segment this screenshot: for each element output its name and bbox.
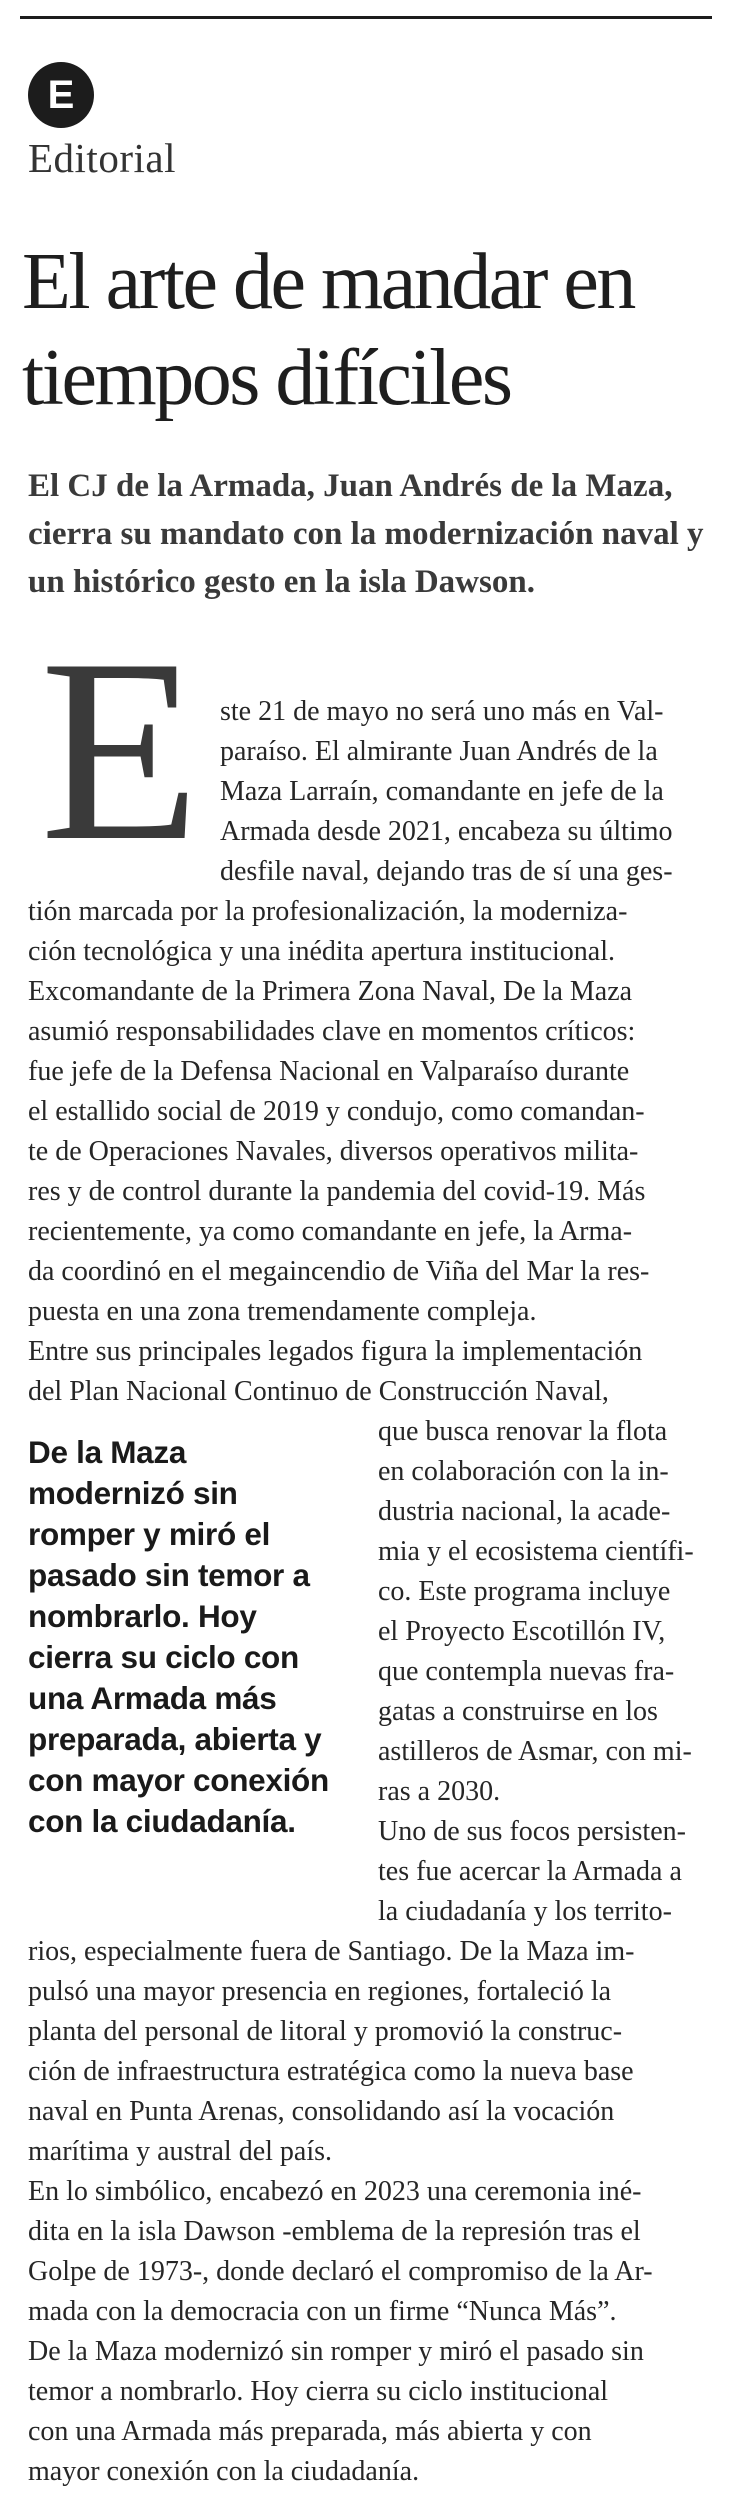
section-label: Editorial [28,135,176,181]
text-line: gatas a construirse en los [378,1696,658,1727]
text-line: Excomandante de la Primera Zona Naval, De la Maza [28,976,633,1007]
paragraph-4-column [378,1812,718,1932]
text-line: con una Armada más preparada, más abierta y con [28,2416,592,2447]
text-line: modernizó sin [28,1475,238,1511]
text-line: temor a nombrarlo. Hoy cierra su ciclo institucional [28,2376,609,2407]
text-line: una Armada más [28,1680,277,1716]
text-line: desfile naval, dejando tras de sí una ges- [220,856,673,887]
text-line: da coordinó en el megaincendio de Viña del Mar la res- [28,1256,650,1287]
text-line: mada con la democracia con un firme “Nunca Más”. [28,2296,617,2327]
text-line: preparada, abierta y [28,1721,322,1757]
text-line: marítima y austral del país. [28,2136,333,2167]
text-line: co. Este programa incluye [378,1576,671,1607]
paragraph-1-indented [220,692,718,892]
text-line: De la Maza [28,1434,187,1470]
text-line: rios, especialmente fuera de Santiago. De la Maza im- [28,1936,635,1967]
text-line: romper y miró el [28,1516,271,1552]
text-line: cierra su ciclo con [28,1639,299,1675]
text-line: que busca renovar la flota [378,1416,668,1447]
paragraph-1-full [28,892,718,972]
lead-paragraph: El CJ de la Armada, Juan Andrés de la Maza, cierra su mandato con la modernización naval y un histórico gesto en la isla Dawson. [28,468,704,600]
paragraph-2 [28,972,718,1332]
text-line: mayor conexión con la ciudadanía. [28,2456,420,2487]
paragraph-5 [28,2172,718,2332]
text-line: en colaboración con la in- [378,1456,669,1487]
text-line: pulsó una mayor presencia en regiones, fortaleció la [28,1976,612,2007]
text-line: Armada desde 2021, encabeza su último [220,816,673,847]
text-line: te de Operaciones Navales, diversos operativos milita- [28,1136,639,1167]
text-line: planta del personal de litoral y promovió la construc- [28,2016,623,2047]
pull-quote [28,1432,368,1842]
text-line: la ciudadanía y los territo- [378,1896,672,1927]
text-line: con la ciudadanía. [28,1803,296,1839]
text-line: naval en Punta Arenas, consolidando así la vocación [28,2096,615,2127]
text-line: Entre sus principales legados figura la implementación [28,1336,643,1367]
text-line: mia y el ecosistema científi- [378,1536,694,1567]
paragraph-4-full [28,1932,718,2172]
paragraph-3-column [378,1412,718,1812]
text-line: con mayor conexión [28,1762,329,1798]
text-line: del Plan Nacional Continuo de Construcción Naval, [28,1376,609,1407]
drop-cap: E [40,605,201,895]
paragraph-6 [28,2332,718,2492]
paragraph-3-full [28,1332,718,1412]
text-line: tión marcada por la profesionalización, la moderniza- [28,896,628,927]
top-rule [20,16,712,19]
headline: El arte de mandar en tiempos difíciles [22,238,634,422]
text-line: dustria nacional, la acade- [378,1496,671,1527]
text-line: En lo simbólico, encabezó en 2023 una ceremonia iné- [28,2176,642,2207]
text-line: ste 21 de mayo no será uno más en Val- [220,696,664,727]
text-line: pasado sin temor a [28,1557,310,1593]
text-line: nombrarlo. Hoy [28,1598,257,1634]
text-line: fue jefe de la Defensa Nacional en Valparaíso durante [28,1056,630,1087]
text-line: ción tecnológica y una inédita apertura institucional. [28,936,616,967]
text-line: recientemente, ya como comandante en jefe, la Arma- [28,1216,633,1247]
text-line: res y de control durante la pandemia del covid-19. Más [28,1176,646,1207]
text-line: dita en la isla Dawson -emblema de la represión tras el [28,2216,641,2247]
text-line: Golpe de 1973-, donde declaró el compromiso de la Ar- [28,2256,653,2287]
text-line: el estallido social de 2019 y condujo, como comandan- [28,1096,645,1127]
editorial-badge: E [28,62,94,128]
text-line: que contempla nuevas fra- [378,1656,675,1687]
text-line: ras a 2030. [378,1776,501,1807]
text-line: puesta en una zona tremendamente compleja. [28,1296,537,1327]
text-line: Uno de sus focos persisten- [378,1816,686,1847]
text-line: tes fue acercar la Armada a [378,1856,682,1887]
text-line: el Proyecto Escotillón IV, [378,1616,666,1647]
text-line: ción de infraestructura estratégica como la nueva base [28,2056,634,2087]
text-line: De la Maza modernizó sin romper y miró el pasado sin [28,2336,644,2367]
text-line: Maza Larraín, comandante en jefe de la [220,776,664,807]
text-line: paraíso. El almirante Juan Andrés de la [220,736,658,767]
text-line: asumió responsabilidades clave en momentos críticos: [28,1016,636,1047]
text-line: astilleros de Asmar, con mi- [378,1736,692,1767]
